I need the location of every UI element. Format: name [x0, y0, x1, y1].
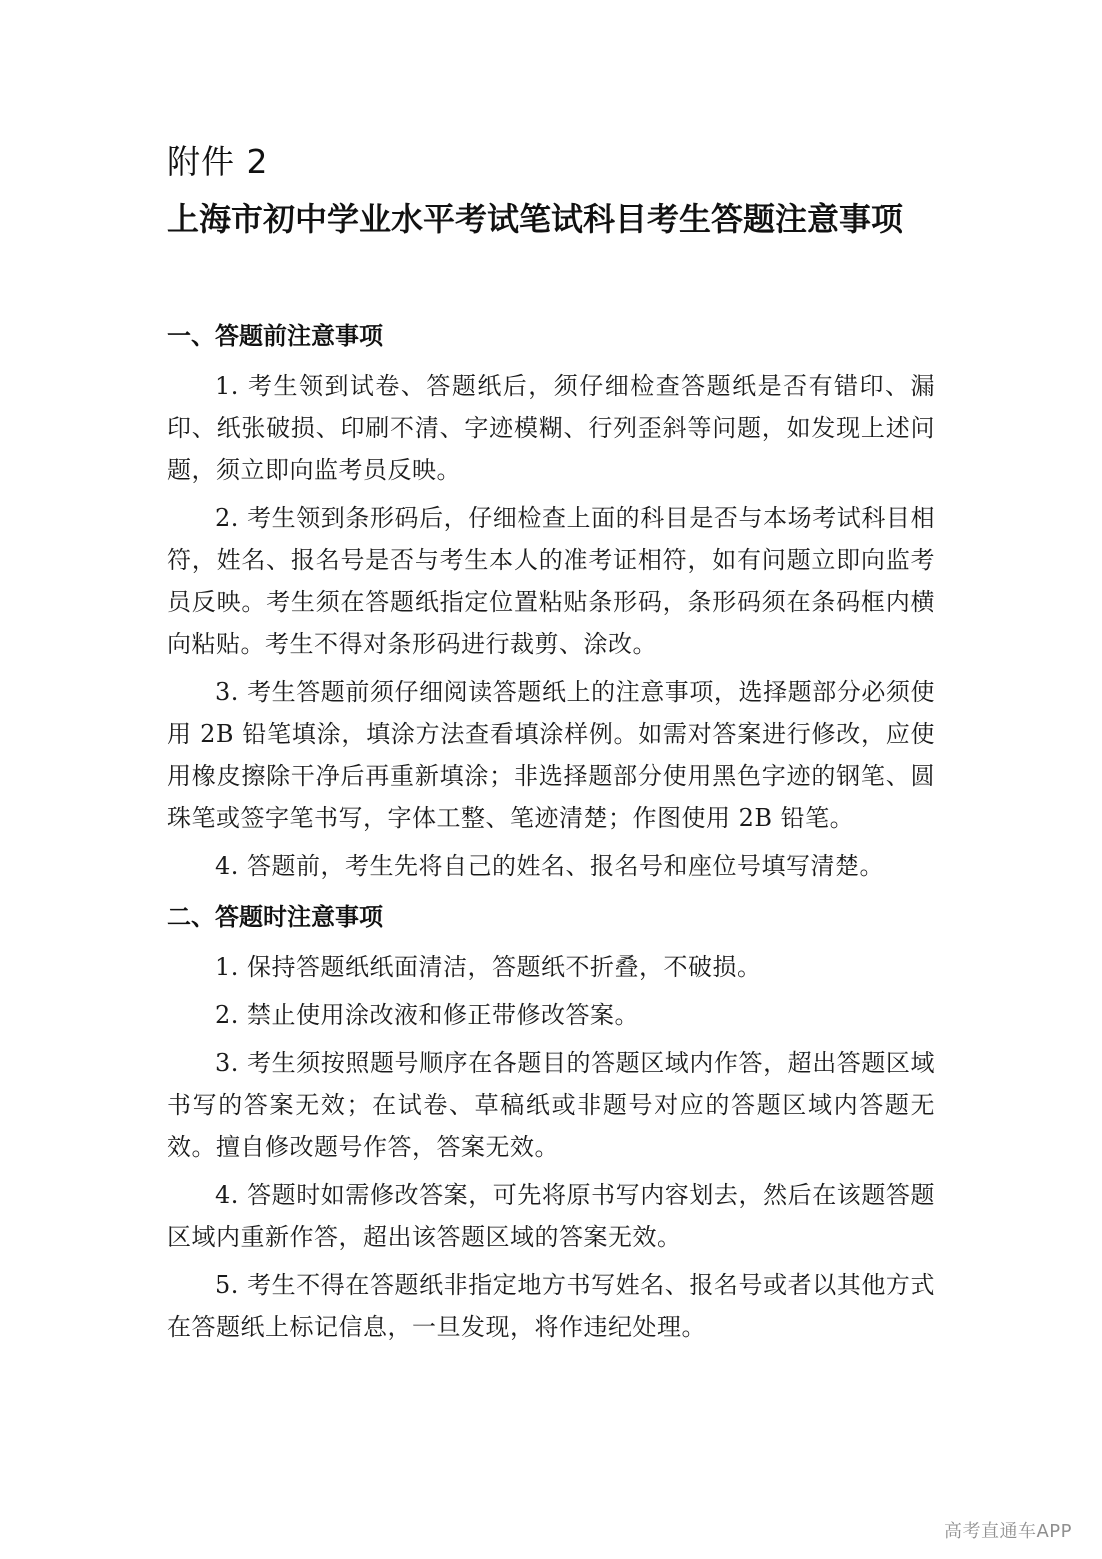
page-title: 上海市初中学业水平考试笔试科目考生答题注意事项 — [167, 200, 904, 238]
section-before-answering — [167, 312, 935, 887]
paragraph: 4. 答题时如需修改答案，可先将原书写内容划去，然后在该题答题区域内重新作答，超出该答题区域的答案无效。 — [167, 1181, 935, 1251]
section-heading: 一、答题前注意事项 — [167, 322, 383, 350]
section-heading: 二、答题时注意事项 — [167, 903, 383, 931]
document-body — [167, 312, 935, 1354]
paragraph: 4. 答题前，考生先将自己的姓名、报名号和座位号填写清楚。 — [215, 852, 885, 880]
paragraph: 1. 保持答题纸纸面清洁，答题纸不折叠，不破损。 — [215, 953, 762, 981]
paragraph: 3. 考生须按照题号顺序在各题目的答题区域内作答，超出答题区域书写的答案无效；在试卷、草稿纸或非题号对应的答题区域内答题无效。擅自修改题号作答，答案无效。 — [167, 1049, 935, 1161]
attachment-label: 附件 2 — [167, 142, 269, 181]
paragraph: 1. 考生领到试卷、答题纸后，须仔细检查答题纸是否有错印、漏印、纸张破损、印刷不清、字迹模糊、行列歪斜等问题，如发现上述问题，须立即向监考员反映。 — [167, 372, 935, 484]
paragraph: 3. 考生答题前须仔细阅读答题纸上的注意事项，选择题部分必须使用 2B 铅笔填涂，填涂方法查看填涂样例。如需对答案进行修改，应使用橡皮擦除干净后再重新填涂；非选择题部分使用黑色字迹的钢笔、圆珠笔或签字笔书写，字体工整、笔迹清楚；作图使用 2B 铅笔。 — [167, 678, 935, 832]
watermark: 高考直通车APP — [943, 1521, 1072, 1542]
paragraph: 2. 禁止使用涂改液和修正带修改答案。 — [215, 1001, 640, 1029]
section-while-answering — [167, 893, 935, 1348]
paragraph: 5. 考生不得在答题纸非指定地方书写姓名、报名号或者以其他方式在答题纸上标记信息，一旦发现，将作违纪处理。 — [167, 1271, 935, 1341]
paragraph: 2. 考生领到条形码后，仔细检查上面的科目是否与本场考试科目相符，姓名、报名号是否与考生本人的准考证相符，如有问题立即向监考员反映。考生须在答题纸指定位置粘贴条形码，条形码须在条码框内横向粘贴。考生不得对条形码进行裁剪、涂改。 — [167, 504, 935, 658]
